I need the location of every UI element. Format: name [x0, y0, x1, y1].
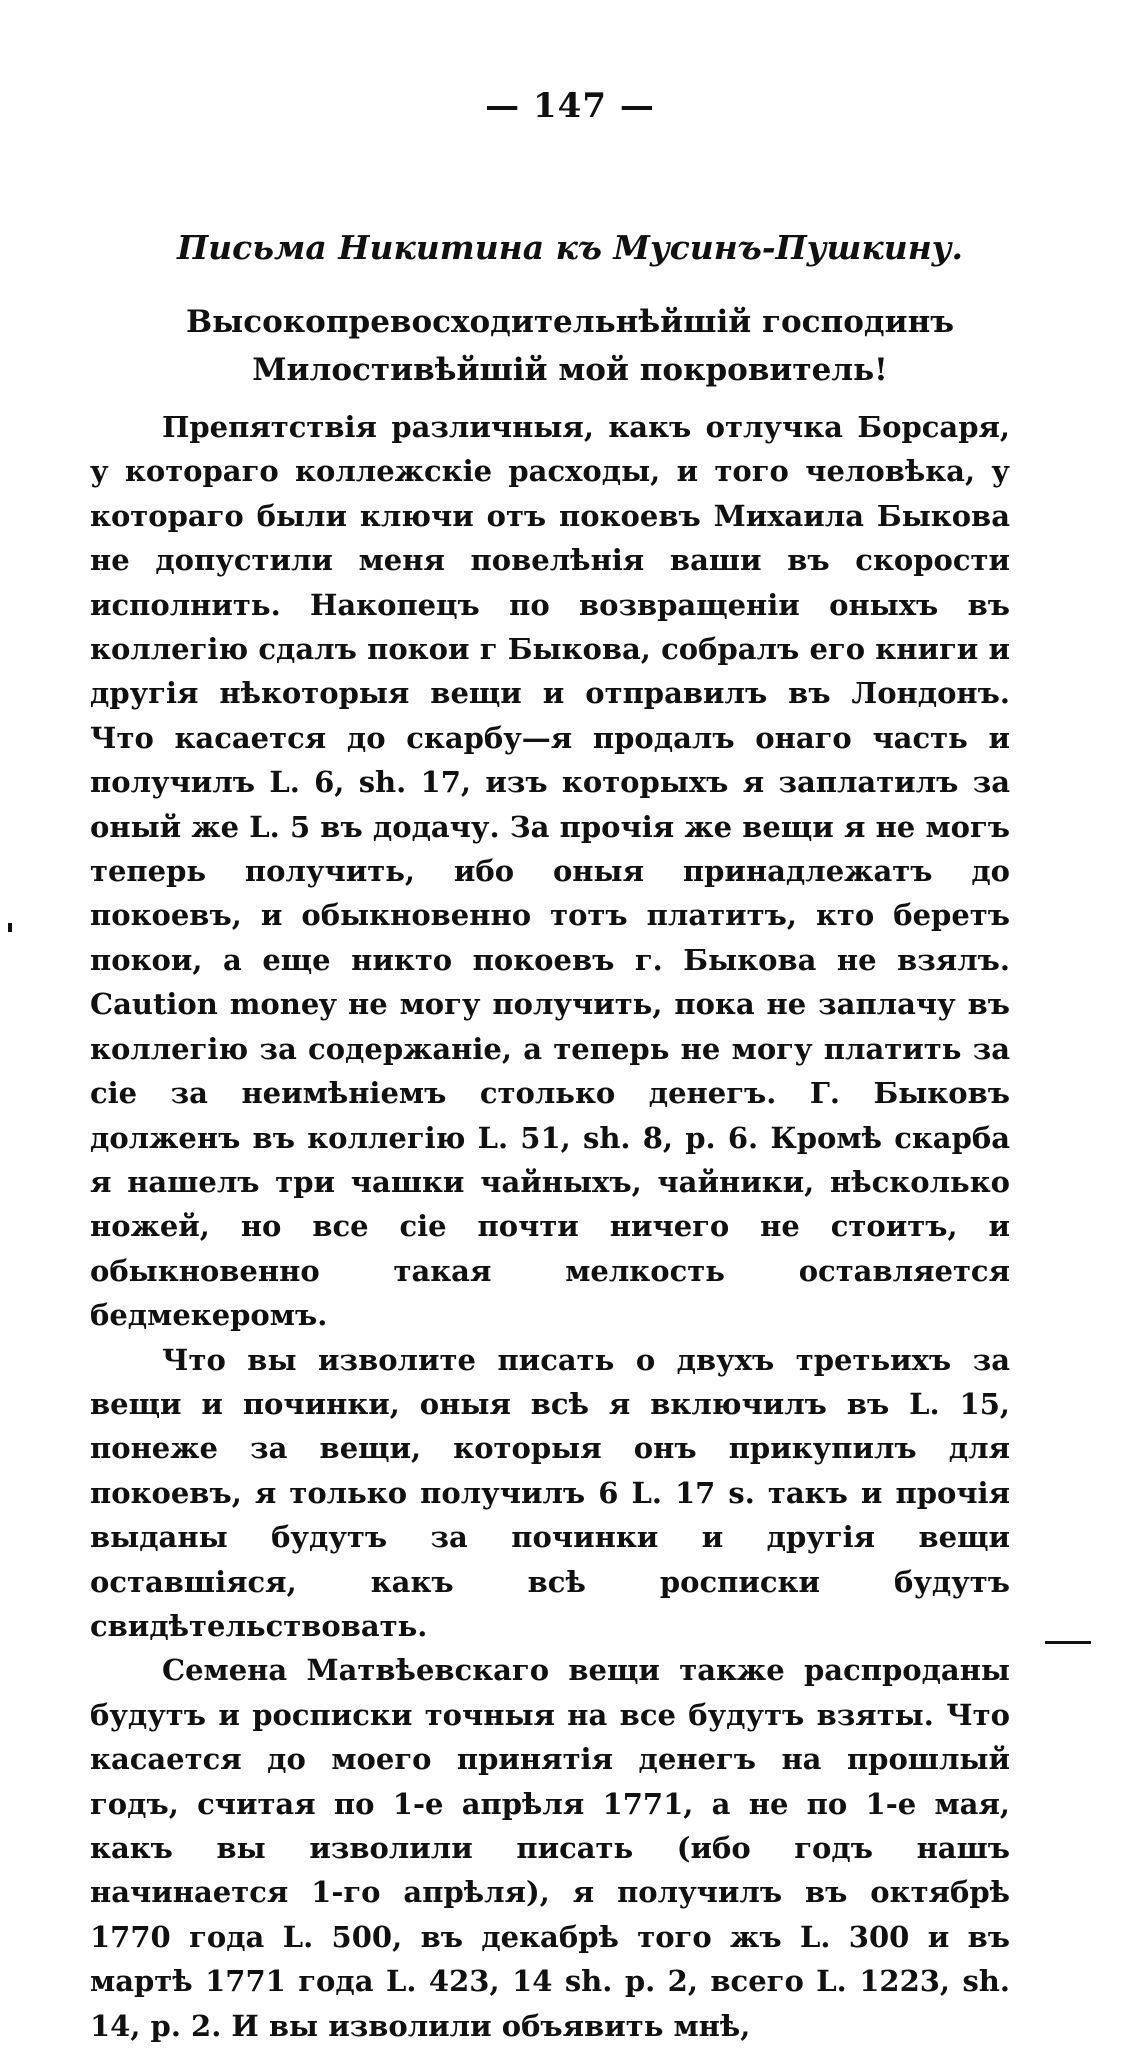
page-number: — 147 —	[485, 86, 655, 126]
paragraph: Семена Матвѣевскаго вещи также распроданы будутъ и росписки точныя на все будутъ взяты. Что касается до моего принятія денегъ на прошлый годъ, считая по 1-е апрѣля 1771, а не по 1-е мая, какъ вы изволили писать (ибо годъ нашъ начинается 1-го апрѣля), я получилъ въ октябрѣ 1770 года L. 500, въ декабрѣ того жъ L. 300 и въ мартѣ 1771 года L. 423, 14 sh. p. 2, всего L. 1223, sh. 14, p. 2. И вы изволили объявить мнѣ,	[90, 1653, 1010, 2043]
paragraph: Что вы изволите писать о двухъ третьихъ за вещи и починки, оныя всѣ я включилъ въ L. 15, понеже за вещи, которыя онъ прикупилъ для покоевъ, я только получилъ 6 L. 17 s. такъ и прочія выданы будутъ за починки и другія вещи оставшіяся, какъ всѣ росписки будутъ свидѣтельствовать.	[90, 1342, 1010, 1643]
margin-mark	[8, 923, 12, 932]
salutation-line-1: Высокопревосходительнѣйшій господинъ	[185, 304, 955, 340]
letter-body	[90, 405, 1010, 2048]
salutation-line-2: Милостивѣйшій мой покровитель!	[252, 352, 888, 388]
paragraph: Препятствія различныя, какъ отлучка Борсаря, у котораго коллежскіе расходы, и того человѣка, у котораго были ключи отъ покоевъ Михаила Быкова не допустили меня повелѣнія ваши въ скорости исполнить. Накопецъ по возвращеніи оныхъ въ коллегію сдалъ покои г Быкова, собралъ его книги и другія нѣкоторыя вещи и отправилъ въ Лондонъ. Что касается до скарбу—я продалъ онаго часть и получилъ L. 6, sh. 17, изъ которыхъ я заплатилъ за оный же L. 5 въ додачу. За прочія же вещи я не могъ теперь получить, ибо оныя принадлежатъ до покоевъ, и обыкновенно тотъ платитъ, кто беретъ покои, а еще никто покоевъ г. Быкова не взялъ. Caution money не могу получить, пока не заплачу въ коллегію за содержаніе, а теперь не могу платить за сіе за неимѣніемъ столько денегъ. Г. Быковъ долженъ въ коллегію L. 51, sh. 8, p. 6. Кромѣ скарба я нашелъ три чашки чайныхъ, чайники, нѣсколько ножей, но все сіе почти ничего не стоитъ, и обыкновенно такая мелкость оставляется бедмекеромъ.	[90, 410, 1010, 1333]
footer-dash	[1045, 1641, 1091, 1644]
letter-title: Письма Никитина къ Мусинъ-Пушкину.	[177, 228, 963, 267]
